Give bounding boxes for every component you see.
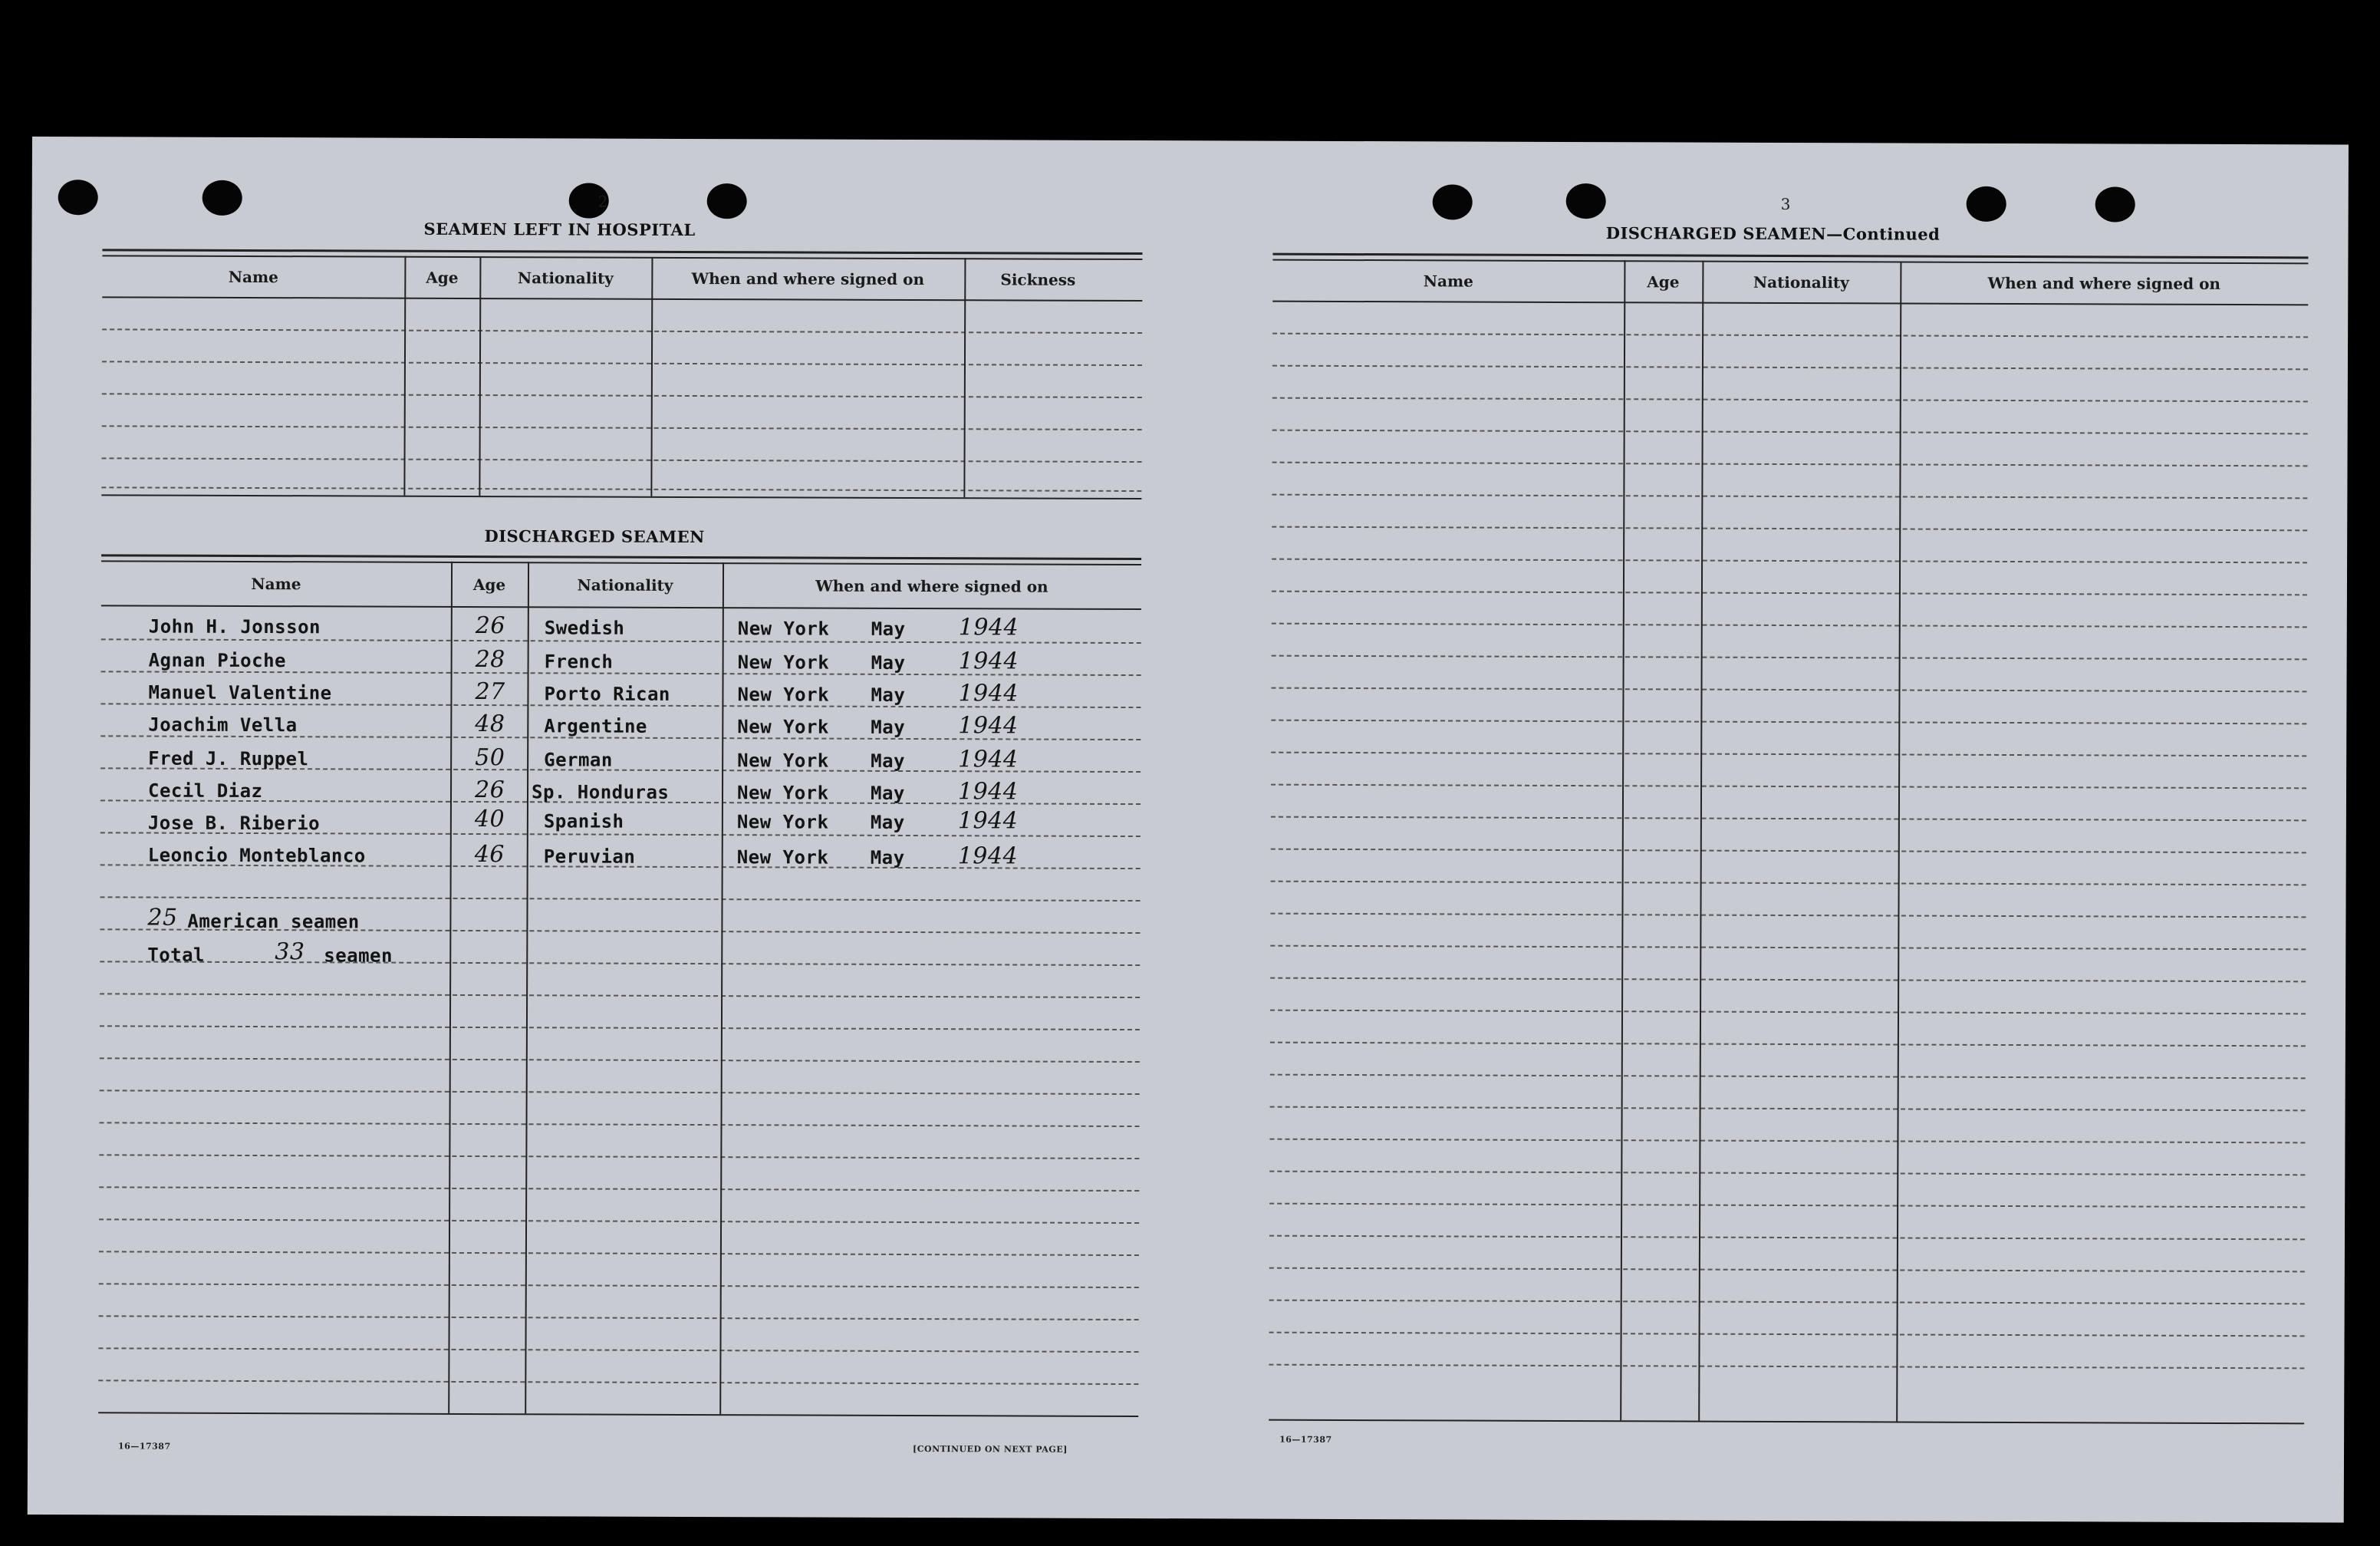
seaman-nationality: Peruvian (543, 846, 636, 868)
col-header-signed-on: When and where signed on (691, 269, 925, 289)
seaman-age: 28 (475, 646, 505, 674)
total-count: 33 (275, 938, 305, 966)
seaman-name: John H. Jonsson (148, 615, 321, 638)
page-number-left: 2 (597, 192, 608, 211)
seaman-name: Fred J. Ruppel (148, 747, 309, 770)
signed-on-place: New York (737, 651, 830, 674)
discharged-section-title: DISCHARGED SEAMEN (484, 526, 705, 547)
seaman-age: 26 (475, 612, 506, 640)
col-header-nationality: Nationality (577, 575, 673, 595)
seaman-nationality: Spanish (543, 810, 624, 832)
signed-on-year: 1944 (957, 807, 1019, 835)
seaman-nationality: German (544, 749, 613, 771)
seaman-name: Joachim Vella (148, 714, 298, 737)
punch-hole (707, 183, 747, 219)
punch-hole (1566, 183, 1606, 219)
signed-on-place: New York (736, 811, 829, 833)
seaman-name: Cecil Diaz (147, 780, 263, 803)
american-count: 25 (147, 904, 178, 931)
document-sheet (28, 137, 2349, 1523)
discharged-continued-title: DISCHARGED SEAMEN—Continued (1605, 223, 1941, 244)
signed-on-month: May (871, 618, 906, 640)
col-header-name: Name (1423, 272, 1473, 291)
signed-on-year: 1944 (958, 680, 1019, 707)
discharged-continued-table (1269, 253, 2308, 1454)
hospital-table (101, 249, 1142, 513)
signed-on-month: May (871, 684, 906, 706)
col-header-nationality: Nationality (1753, 272, 1849, 292)
seaman-nationality: French (544, 651, 614, 673)
col-header-signed-on: When and where signed on (1987, 273, 2221, 293)
form-number-right: 16—17387 (1279, 1434, 1332, 1445)
page-number-right: 3 (1780, 194, 1791, 214)
hospital-section-title: SEAMEN LEFT IN HOSPITAL (423, 219, 696, 240)
col-header-age: Age (472, 575, 506, 595)
discharged-table (98, 554, 1141, 1444)
seaman-nationality: Argentine (544, 715, 647, 737)
seaman-age: 40 (474, 806, 505, 833)
signed-on-place: New York (736, 782, 829, 804)
signed-on-year: 1944 (957, 778, 1019, 806)
total-unit: seamen (324, 944, 393, 967)
seaman-age: 48 (475, 710, 505, 738)
signed-on-month: May (870, 846, 905, 869)
punch-hole (1967, 186, 2006, 222)
seaman-age: 26 (474, 776, 505, 804)
signed-on-year: 1944 (957, 842, 1019, 870)
signed-on-month: May (870, 811, 905, 833)
seaman-name: Agnan Pioche (148, 649, 287, 672)
seaman-name: Manuel Valentine (148, 681, 332, 704)
continued-note: [CONTINUED ON NEXT PAGE] (913, 1444, 1068, 1455)
signed-on-place: New York (737, 750, 829, 772)
signed-on-month: May (871, 750, 906, 772)
seaman-age: 27 (475, 678, 505, 706)
form-number-left: 16—17387 (118, 1441, 171, 1452)
seaman-nationality: Swedish (544, 617, 625, 639)
col-header-name: Name (228, 267, 278, 287)
seaman-nationality: Porto Rican (544, 683, 670, 705)
punch-hole (58, 180, 98, 215)
signed-on-place: New York (737, 684, 830, 706)
col-header-name: Name (251, 574, 301, 594)
signed-on-month: May (870, 782, 905, 804)
signed-on-year: 1944 (958, 648, 1019, 675)
american-label: American seamen (187, 910, 360, 933)
signed-on-place: New York (737, 716, 829, 738)
punch-hole (2095, 186, 2135, 222)
signed-on-year: 1944 (958, 746, 1019, 773)
col-header-sickness: Sickness (1000, 270, 1076, 289)
col-header-nationality: Nationality (517, 269, 614, 288)
col-header-signed-on: When and where signed on (815, 576, 1048, 596)
col-header-age: Age (1647, 272, 1680, 292)
seaman-age: 46 (474, 841, 505, 869)
signed-on-year: 1944 (958, 614, 1019, 641)
total-label: Total (147, 944, 206, 966)
punch-hole (1433, 184, 1473, 219)
seaman-nationality: Sp. Honduras (531, 781, 670, 803)
col-header-age: Age (426, 268, 459, 287)
seaman-name: Jose B. Riberio (147, 812, 321, 835)
signed-on-month: May (871, 651, 906, 674)
signed-on-place: New York (736, 846, 829, 869)
signed-on-place: New York (737, 618, 830, 640)
signed-on-month: May (871, 716, 906, 738)
seaman-age: 50 (475, 744, 505, 772)
signed-on-year: 1944 (958, 712, 1019, 740)
punch-hole (202, 180, 242, 216)
seaman-name: Leoncio Monteblanco (147, 844, 366, 867)
